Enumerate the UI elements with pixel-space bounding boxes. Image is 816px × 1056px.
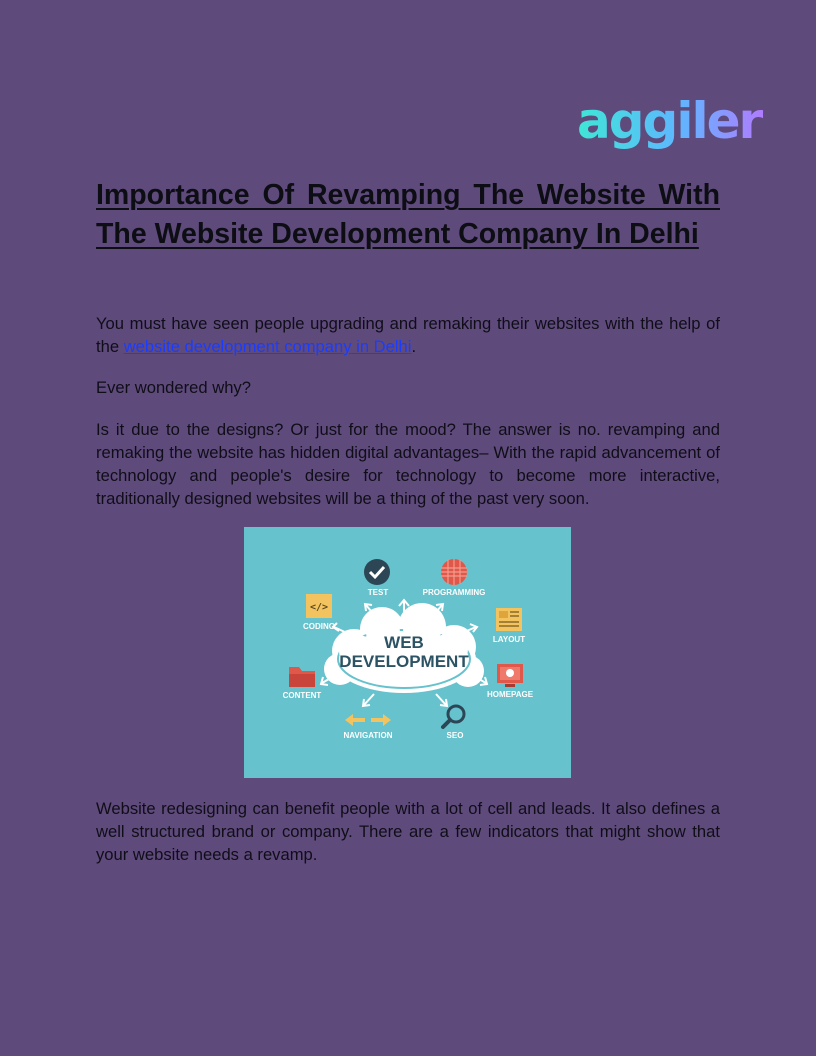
answer-paragraph: Is it due to the designs? Or just for the mood? The answer is no. revamping and remaking the website has hidden digital advantages– With the rapid advancement of technology and people's desire for technology to become more interactive, traditionally designed websites will be a thing of the past very soon. <box>96 420 720 508</box>
cloud-title-line2: DEVELOPMENT <box>339 652 469 671</box>
label-navigation: NAVIGATION <box>343 731 393 740</box>
redesign-paragraph: Website redesigning can benefit people with a lot of cell and leads. It also defines a well structured brand or company. There are a few indicators that might show that your website needs a revamp. <box>96 799 720 864</box>
homepage-monitor-icon <box>497 664 523 687</box>
coding-icon <box>306 594 332 618</box>
label-seo: SEO <box>446 731 464 740</box>
question-paragraph: Ever wondered why? <box>96 378 251 397</box>
intro-text: You must have seen people upgrading and remaking their websites with the help of the <box>96 314 720 356</box>
label-layout: LAYOUT <box>492 635 526 644</box>
label-homepage: HOMEPAGE <box>486 690 534 699</box>
logo-wordmark: aggiler <box>577 92 762 150</box>
intro-end: . <box>411 337 417 356</box>
label-content: CONTENT <box>282 691 322 700</box>
web-development-diagram <box>244 527 571 778</box>
svg-text:</>: </> <box>309 602 329 613</box>
content-folder-icon <box>289 667 315 687</box>
cloud-title-line1: WEB <box>384 633 424 652</box>
label-coding: CODING <box>303 622 335 631</box>
seo-magnifier-icon <box>443 706 464 727</box>
label-programming: PROGRAMMING <box>422 588 486 597</box>
intro-paragraph <box>96 312 720 358</box>
label-test: TEST <box>367 588 389 597</box>
test-check-icon <box>364 559 390 585</box>
logo-graphic <box>575 92 762 158</box>
website-development-link[interactable]: website development company in Delhi <box>123 337 412 356</box>
layout-icon <box>496 608 522 631</box>
navigation-arrows-icon <box>345 714 391 726</box>
programming-globe-icon <box>441 559 467 585</box>
page-title: Importance Of Revamping The Website With The Website Development Company In Delhi <box>96 179 720 250</box>
web-development-illustration <box>244 527 571 778</box>
aggiler-logo <box>575 92 762 158</box>
